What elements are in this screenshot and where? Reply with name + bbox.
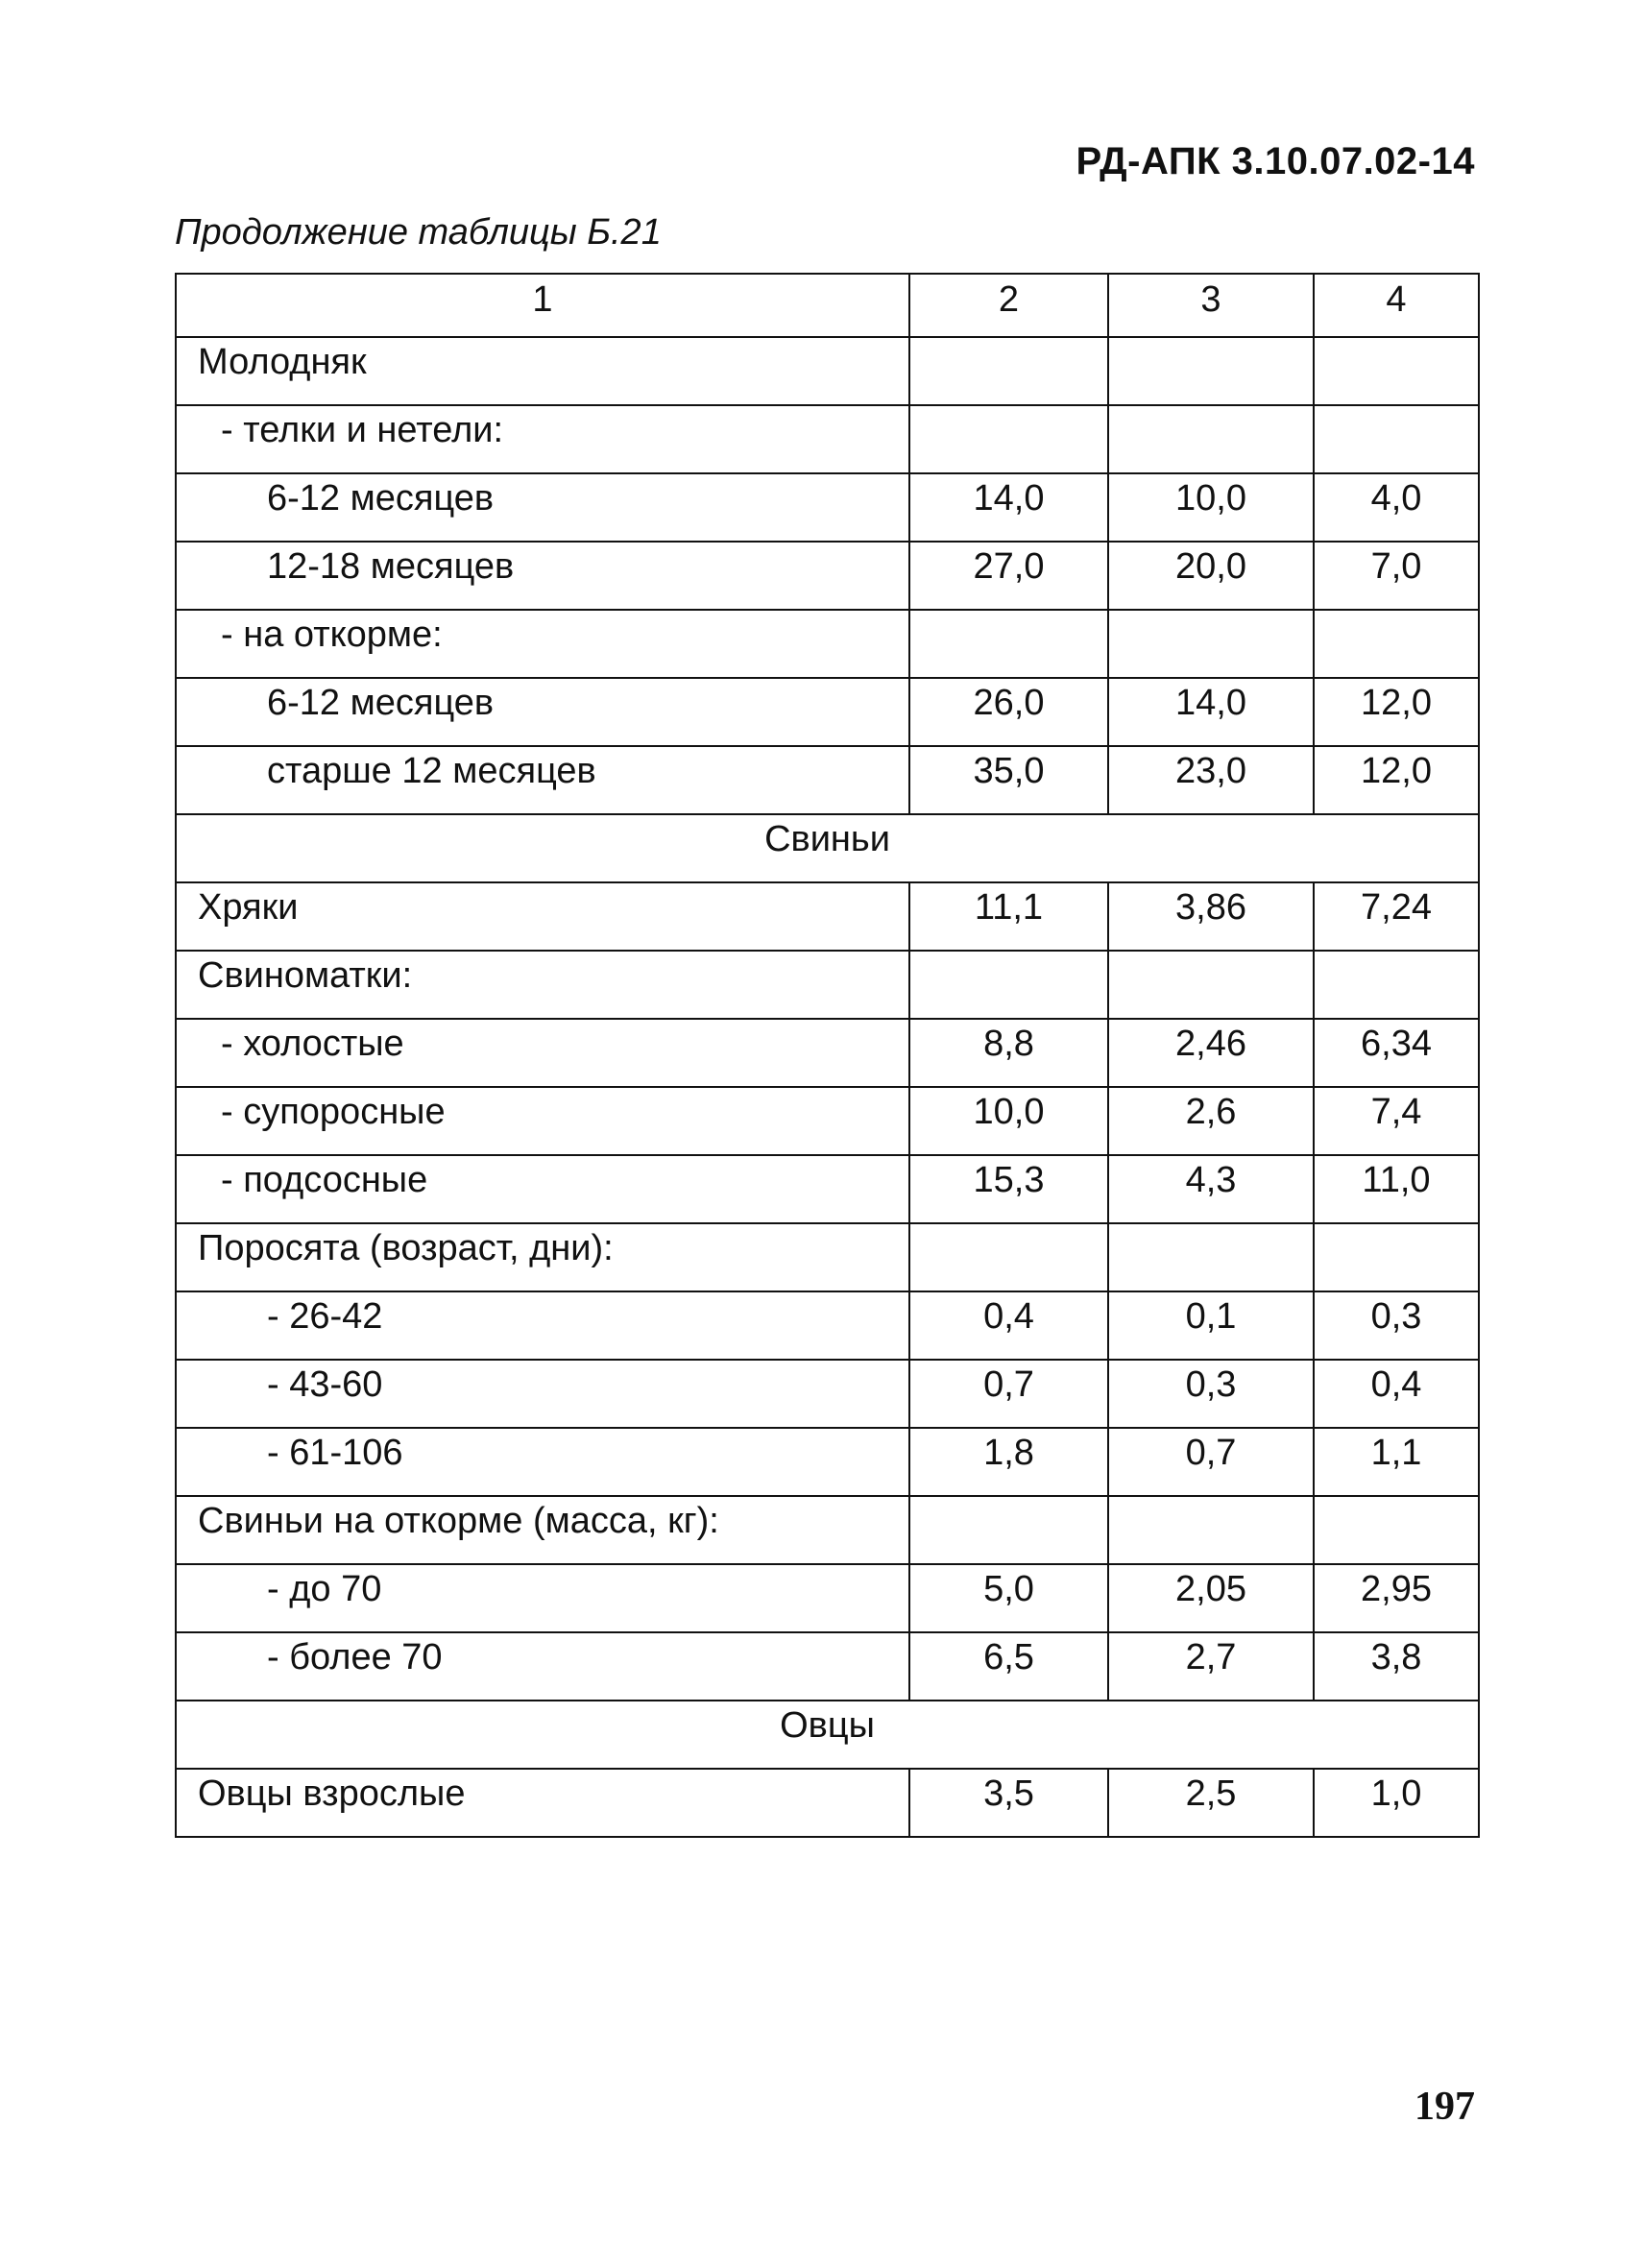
value-cell-col3: 2,7 [1108,1632,1314,1701]
value-cell-col3 [1108,610,1314,678]
value-cell-col2: 0,4 [909,1291,1108,1360]
data-table [175,273,1480,1838]
value-cell-col4: 2,95 [1314,1564,1479,1632]
value-cell-col2: 11,1 [909,882,1108,951]
value-cell-col2: 1,8 [909,1428,1108,1496]
table-row [176,678,1479,746]
value-cell-col3: 0,3 [1108,1360,1314,1428]
section-row [176,1701,1479,1769]
row-label: 6-12 месяцев [176,473,909,542]
value-cell-col3: 20,0 [1108,542,1314,610]
table-row [176,1769,1479,1837]
table-row [176,1223,1479,1291]
row-label: - до 70 [176,1564,909,1632]
row-label: - подсосные [176,1155,909,1223]
value-cell-col4 [1314,951,1479,1019]
value-cell-col3 [1108,951,1314,1019]
value-cell-col3 [1108,1223,1314,1291]
table-row [176,1155,1479,1223]
row-label: Молодняк [176,337,909,405]
table-body [176,337,1479,1837]
section-row [176,814,1479,882]
table-row [176,746,1479,814]
value-cell-col3 [1108,1496,1314,1564]
value-cell-col2 [909,951,1108,1019]
value-cell-col4 [1314,337,1479,405]
value-cell-col4: 0,4 [1314,1360,1479,1428]
table-row [176,1360,1479,1428]
row-label: - 43-60 [176,1360,909,1428]
row-label: - на откорме: [176,610,909,678]
table-row [176,1564,1479,1632]
table-row [176,1019,1479,1087]
value-cell-col4: 7,4 [1314,1087,1479,1155]
row-label: старше 12 месяцев [176,746,909,814]
value-cell-col4: 1,0 [1314,1769,1479,1837]
value-cell-col2: 6,5 [909,1632,1108,1701]
table-row [176,882,1479,951]
page-number: 197 [1414,2085,1475,2129]
table-row [176,473,1479,542]
value-cell-col3: 2,46 [1108,1019,1314,1087]
value-cell-col3 [1108,405,1314,473]
row-label: Свиноматки: [176,951,909,1019]
value-cell-col4: 3,8 [1314,1632,1479,1701]
value-cell-col4: 1,1 [1314,1428,1479,1496]
row-label: Хряки [176,882,909,951]
table-header [176,274,1479,337]
table-row [176,405,1479,473]
column-header: 2 [909,274,1108,337]
value-cell-col4 [1314,1496,1479,1564]
value-cell-col3: 3,86 [1108,882,1314,951]
value-cell-col2: 27,0 [909,542,1108,610]
value-cell-col2: 35,0 [909,746,1108,814]
value-cell-col2 [909,1223,1108,1291]
value-cell-col4 [1314,610,1479,678]
value-cell-col4: 12,0 [1314,678,1479,746]
row-label: Овцы взрослые [176,1769,909,1837]
table-row [176,542,1479,610]
value-cell-col2 [909,1496,1108,1564]
value-cell-col2: 14,0 [909,473,1108,542]
value-cell-col2 [909,610,1108,678]
value-cell-col2: 8,8 [909,1019,1108,1087]
value-cell-col3: 2,5 [1108,1769,1314,1837]
document-code: РД-АПК 3.10.07.02-14 [1076,140,1475,182]
value-cell-col3: 10,0 [1108,473,1314,542]
value-cell-col4: 6,34 [1314,1019,1479,1087]
value-cell-col2: 26,0 [909,678,1108,746]
column-header: 1 [176,274,909,337]
value-cell-col2 [909,405,1108,473]
row-label: - телки и нетели: [176,405,909,473]
value-cell-col3: 2,6 [1108,1087,1314,1155]
section-heading: Овцы [176,1701,1479,1769]
table-row [176,1428,1479,1496]
value-cell-col4: 0,3 [1314,1291,1479,1360]
value-cell-col2: 0,7 [909,1360,1108,1428]
value-cell-col4: 11,0 [1314,1155,1479,1223]
value-cell-col3: 14,0 [1108,678,1314,746]
value-cell-col3 [1108,337,1314,405]
value-cell-col4: 4,0 [1314,473,1479,542]
value-cell-col3: 2,05 [1108,1564,1314,1632]
value-cell-col4 [1314,405,1479,473]
row-label: - холостые [176,1019,909,1087]
column-header: 3 [1108,274,1314,337]
value-cell-col3: 0,1 [1108,1291,1314,1360]
value-cell-col4: 12,0 [1314,746,1479,814]
value-cell-col4: 7,24 [1314,882,1479,951]
table-row [176,1087,1479,1155]
table-row [176,1632,1479,1701]
row-label: 12-18 месяцев [176,542,909,610]
column-number-row [176,274,1479,337]
table-row [176,337,1479,405]
row-label: - более 70 [176,1632,909,1701]
row-label: 6-12 месяцев [176,678,909,746]
table-row [176,1496,1479,1564]
table-row [176,1291,1479,1360]
row-label: - супоросные [176,1087,909,1155]
value-cell-col4 [1314,1223,1479,1291]
row-label: - 61-106 [176,1428,909,1496]
row-label: Свиньи на откорме (масса, кг): [176,1496,909,1564]
value-cell-col2 [909,337,1108,405]
value-cell-col3: 23,0 [1108,746,1314,814]
table-caption: Продолжение таблицы Б.21 [175,212,662,253]
value-cell-col3: 4,3 [1108,1155,1314,1223]
value-cell-col2: 5,0 [909,1564,1108,1632]
value-cell-col2: 3,5 [909,1769,1108,1837]
row-label: - 26-42 [176,1291,909,1360]
section-heading: Свиньи [176,814,1479,882]
value-cell-col2: 15,3 [909,1155,1108,1223]
row-label: Поросята (возраст, дни): [176,1223,909,1291]
table-row [176,610,1479,678]
column-header: 4 [1314,274,1479,337]
value-cell-col2: 10,0 [909,1087,1108,1155]
value-cell-col4: 7,0 [1314,542,1479,610]
table-row [176,951,1479,1019]
value-cell-col3: 0,7 [1108,1428,1314,1496]
